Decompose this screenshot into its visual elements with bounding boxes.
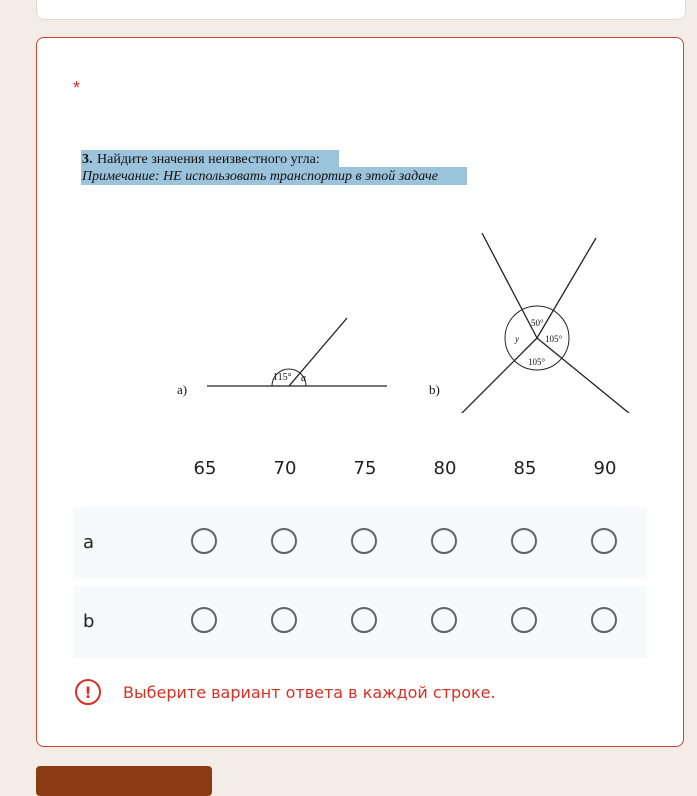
question-card bbox=[36, 37, 684, 747]
radio-b-75[interactable] bbox=[351, 607, 377, 633]
column-header-70: 70 bbox=[273, 458, 297, 479]
required-marker: * bbox=[73, 78, 81, 98]
radio-a-80[interactable] bbox=[431, 528, 457, 554]
previous-question-card bbox=[36, 0, 686, 20]
column-header-90: 90 bbox=[593, 458, 617, 479]
figure-b-bottom-angle: 105° bbox=[528, 357, 546, 367]
radio-b-70[interactable] bbox=[271, 607, 297, 633]
grid-row-b bbox=[73, 586, 647, 658]
error-message: Выберите вариант ответа в каждой строке. bbox=[123, 682, 496, 702]
radio-b-85[interactable] bbox=[511, 607, 537, 633]
radio-a-65[interactable] bbox=[191, 528, 217, 554]
submit-button[interactable] bbox=[36, 766, 212, 796]
figure-a-label: a) bbox=[177, 382, 188, 397]
radio-a-75[interactable] bbox=[351, 528, 377, 554]
grid-row-a bbox=[73, 507, 647, 579]
figure-a-unknown-angle: a bbox=[301, 373, 306, 384]
column-header-65: 65 bbox=[193, 458, 217, 479]
radio-b-90[interactable] bbox=[591, 607, 617, 633]
column-header-85: 85 bbox=[513, 458, 537, 479]
figure-b-unknown-angle: y bbox=[515, 334, 519, 344]
radio-b-80[interactable] bbox=[431, 607, 457, 633]
figure-b-label: b) bbox=[429, 382, 440, 397]
question-title: Найдите значения неизвестного угла: bbox=[97, 152, 320, 167]
radio-b-65[interactable] bbox=[191, 607, 217, 633]
question-image bbox=[77, 148, 637, 413]
figure-b-top-angle: 50° bbox=[531, 318, 544, 328]
figure-a-known-angle: 115° bbox=[273, 372, 292, 383]
radio-a-70[interactable] bbox=[271, 528, 297, 554]
figure-b-right-angle: 105° bbox=[545, 334, 563, 344]
question-number: 3. bbox=[82, 152, 93, 167]
column-header-80: 80 bbox=[433, 458, 457, 479]
question-note: Примечание: НЕ использовать транспортир в этой задаче bbox=[82, 169, 438, 184]
error-icon: ! bbox=[75, 679, 101, 705]
row-label: b bbox=[83, 611, 95, 632]
column-header-75: 75 bbox=[353, 458, 377, 479]
validation-error bbox=[75, 679, 496, 705]
row-label: a bbox=[83, 532, 95, 553]
radio-a-90[interactable] bbox=[591, 528, 617, 554]
radio-a-85[interactable] bbox=[511, 528, 537, 554]
